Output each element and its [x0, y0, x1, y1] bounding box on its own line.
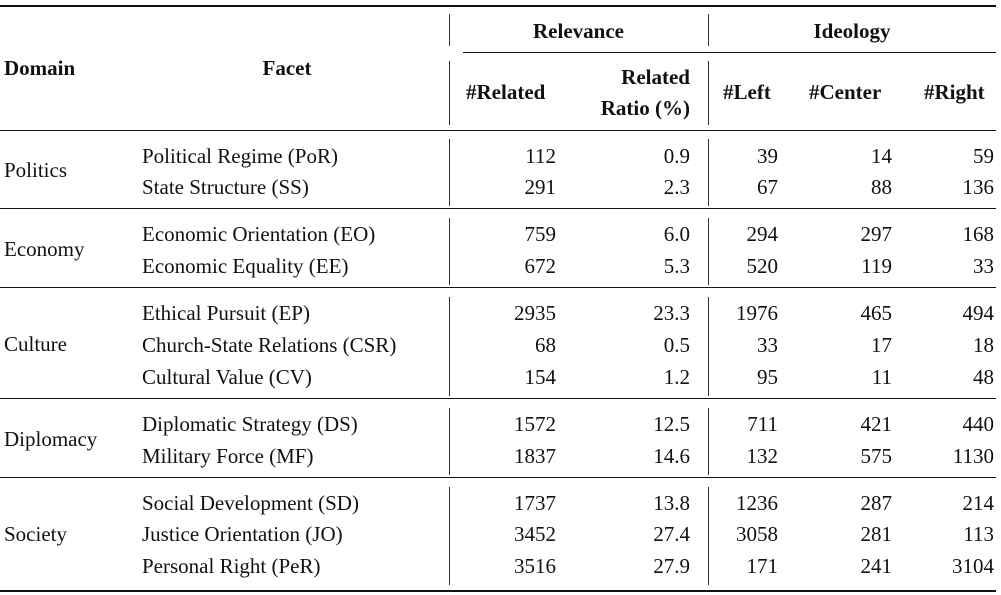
- cell-facet: Personal Right (PeR): [142, 554, 321, 578]
- cell-left: 3058: [736, 522, 778, 546]
- header-related-count: #Related: [466, 80, 546, 104]
- cell-related-ratio: 6.0: [663, 222, 690, 246]
- cell-center: 465: [860, 301, 892, 325]
- domain-label-politics: Politics: [4, 158, 68, 182]
- cell-right: 440: [962, 412, 994, 436]
- cell-left: 1236: [736, 491, 778, 515]
- header-facet: Facet: [262, 56, 312, 80]
- cell-left: 1976: [736, 301, 778, 325]
- cell-right: 48: [973, 365, 994, 389]
- cell-center: 88: [871, 175, 892, 199]
- cell-right: 214: [962, 491, 994, 515]
- cell-left: 711: [747, 412, 778, 436]
- cell-related-ratio: 2.3: [663, 175, 690, 199]
- header-domain: Domain: [4, 56, 76, 80]
- domain-label-economy: Economy: [4, 237, 85, 261]
- cell-center: 287: [860, 491, 892, 515]
- group-header-rule: [463, 52, 996, 53]
- cell-right: 136: [962, 175, 994, 199]
- cell-related-ratio: 0.9: [663, 144, 690, 168]
- cell-related: 291: [524, 175, 556, 199]
- cell-facet: Ethical Pursuit (EP): [142, 301, 310, 325]
- cell-left: 33: [757, 333, 778, 357]
- cell-right: 59: [973, 144, 994, 168]
- cell-right: 33: [973, 254, 994, 278]
- group-separator-rule: [0, 287, 996, 288]
- domain-label-society: Society: [4, 522, 67, 546]
- cell-facet: Economic Orientation (EO): [142, 222, 376, 246]
- top-rule: [0, 5, 996, 7]
- header-divider-3: [449, 61, 450, 125]
- cell-related: 759: [524, 222, 556, 246]
- group-separator-rule: [0, 477, 996, 478]
- cell-facet: Church-State Relations (CSR): [142, 333, 397, 357]
- cell-left: 520: [746, 254, 778, 278]
- cell-center: 421: [860, 412, 892, 436]
- header-right: #Right: [924, 80, 985, 104]
- cell-related: 2935: [514, 301, 556, 325]
- cell-left: 171: [746, 554, 778, 578]
- cell-related-ratio: 23.3: [653, 301, 690, 325]
- cell-related-ratio: 0.5: [663, 333, 690, 357]
- cell-facet: Economic Equality (EE): [142, 254, 349, 278]
- cell-related-ratio: 13.8: [653, 491, 690, 515]
- cell-center: 11: [871, 365, 892, 389]
- cell-facet: Military Force (MF): [142, 444, 314, 468]
- cell-related-ratio: 1.2: [663, 365, 690, 389]
- cell-related: 1737: [514, 491, 556, 515]
- cell-facet: Cultural Value (CV): [142, 365, 312, 389]
- header-left: #Left: [723, 80, 771, 104]
- domain-label-diplomacy: Diplomacy: [4, 427, 98, 451]
- header-related-ratio-line2: Ratio (%): [600, 96, 690, 120]
- cell-center: 17: [871, 333, 892, 357]
- cell-right: 494: [962, 301, 994, 325]
- header-bottom-rule: [0, 130, 996, 131]
- group-separator-rule: [0, 398, 996, 399]
- cell-related: 1837: [514, 444, 556, 468]
- header-relevance: Relevance: [533, 19, 624, 43]
- cell-facet: Justice Orientation (JO): [142, 522, 343, 546]
- cell-right: 113: [963, 522, 994, 546]
- cell-center: 575: [860, 444, 892, 468]
- cell-center: 119: [861, 254, 892, 278]
- cell-center: 241: [860, 554, 892, 578]
- cell-related-ratio: 14.6: [653, 444, 690, 468]
- header-center: #Center: [809, 80, 882, 104]
- cell-facet: Diplomatic Strategy (DS): [142, 412, 358, 436]
- cell-related-ratio: 27.4: [653, 522, 690, 546]
- cell-left: 67: [757, 175, 778, 199]
- cell-left: 95: [757, 365, 778, 389]
- cell-related-ratio: 12.5: [653, 412, 690, 436]
- cell-right: 1130: [952, 444, 994, 468]
- cell-related: 112: [525, 144, 556, 168]
- cell-related: 1572: [514, 412, 556, 436]
- header-ideology: Ideology: [813, 19, 891, 43]
- bottom-rule: [0, 590, 996, 592]
- cell-facet: Social Development (SD): [142, 491, 359, 515]
- cell-related: 3516: [514, 554, 556, 578]
- cell-right: 3104: [952, 554, 994, 578]
- cell-left: 132: [746, 444, 778, 468]
- cell-right: 168: [962, 222, 994, 246]
- cell-center: 297: [860, 222, 892, 246]
- cell-related: 68: [535, 333, 556, 357]
- header-divider-4: [708, 61, 709, 125]
- cell-related: 154: [524, 365, 556, 389]
- cell-left: 294: [746, 222, 778, 246]
- cell-related: 3452: [514, 522, 556, 546]
- cell-related-ratio: 5.3: [663, 254, 690, 278]
- group-separator-rule: [0, 208, 996, 209]
- cell-facet: State Structure (SS): [142, 175, 309, 199]
- header-related-ratio-line1: Related: [621, 65, 690, 89]
- cell-center: 14: [871, 144, 892, 168]
- cell-related: 672: [524, 254, 556, 278]
- cell-left: 39: [757, 144, 778, 168]
- cell-related-ratio: 27.9: [653, 554, 690, 578]
- domain-label-culture: Culture: [4, 332, 67, 356]
- cell-right: 18: [973, 333, 994, 357]
- cell-center: 281: [860, 522, 892, 546]
- cell-facet: Political Regime (PoR): [142, 144, 338, 168]
